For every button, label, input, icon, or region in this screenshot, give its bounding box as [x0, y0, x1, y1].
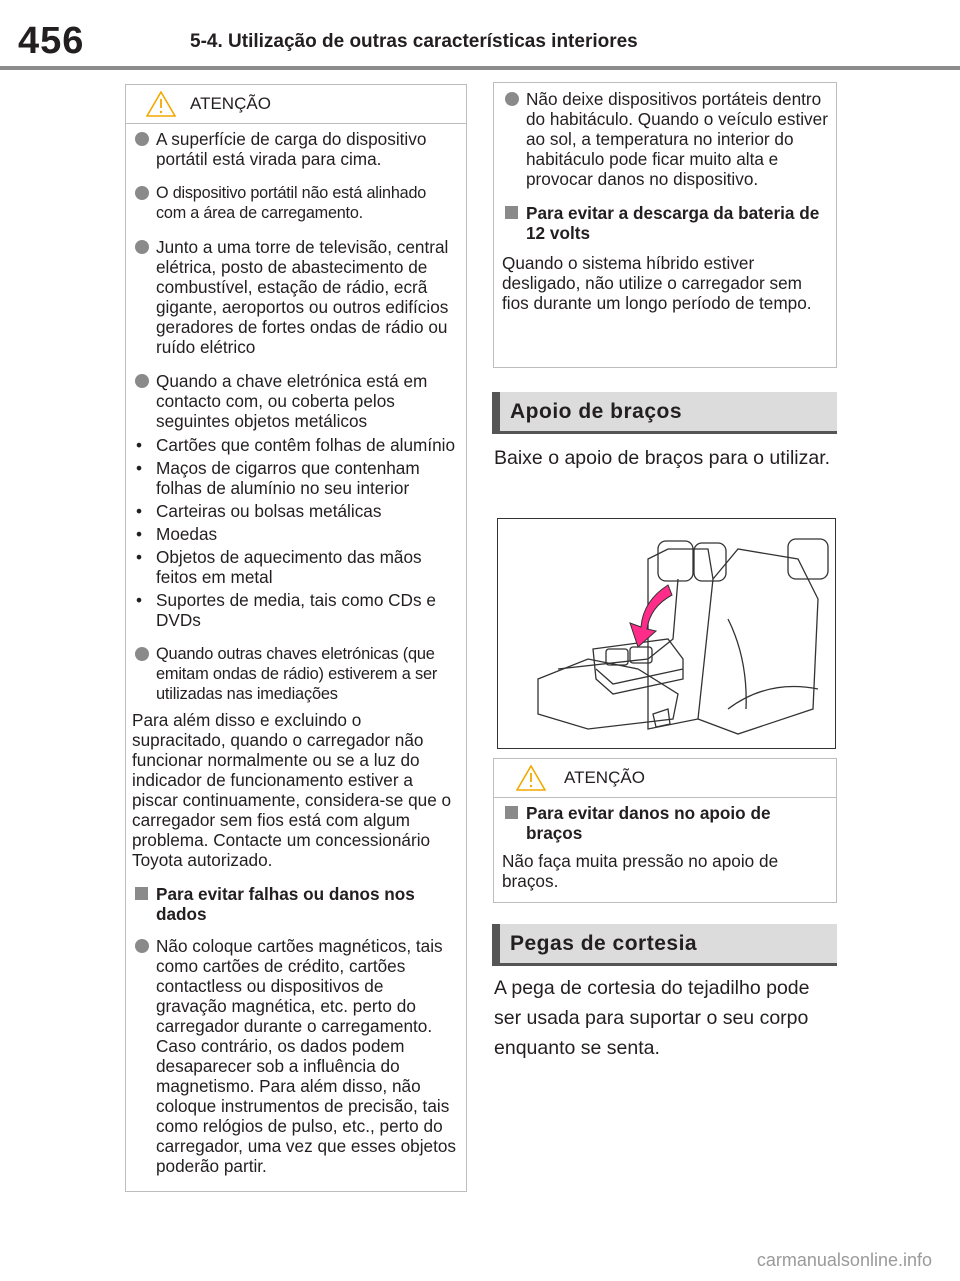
caution-bullet: Junto a uma torre de televisão, central elétrica, posto de abastecimento de combustível, estação de rádio, ecrã gigante, aeroportos ou outros edifícios geradores de fortes ondas de rádio ou ruído elétrico: [132, 237, 458, 357]
bullet-dot-icon: [135, 240, 149, 254]
warning-triangle-icon: [516, 765, 546, 791]
caution-paragraph: Para além disso e excluindo o supracitado, quando o carregador não funcionar normalmente ou se a luz do indicador de funcionamento estiver a piscar continuamente, considera-se que o carregador sem fios está com algum problema. Contacte um concessionário Toyota autorizado.: [132, 710, 452, 870]
armrest-illustration: [497, 518, 836, 749]
rear-seat-armrest-illustration: [498, 519, 835, 748]
square-bullet-icon: [135, 887, 148, 900]
bullet-dot-icon: [135, 132, 149, 146]
armrest-text: Baixe o apoio de braços para o utilizar.: [494, 447, 831, 469]
bullet-dot-icon: [135, 186, 149, 200]
caution-bullet: Quando outras chaves eletrónicas (que emitam ondas de rádio) estiverem a ser utilizadas nas imediações: [132, 644, 458, 704]
caution-subheading: Para evitar a descarga da bateria de 12 volts: [502, 203, 828, 243]
left-caution-box: [125, 84, 467, 1192]
caution-bullet: Quando a chave eletrónica está em contacto com, ou coberta pelos seguintes objetos metálicos: [132, 371, 458, 431]
sub-list-item: • Carteiras ou bolsas metálicas: [136, 501, 382, 521]
caution-subheading: Para evitar danos no apoio de braços: [502, 803, 828, 843]
caution-bullet: O dispositivo portátil não está alinhado com a área de carregamento.: [132, 183, 458, 223]
sub-list-item: • Moedas: [136, 524, 218, 544]
arrow-down-icon: [630, 585, 672, 647]
watermark: carmanualsonline.info: [756, 1250, 932, 1270]
caution-bullet: Não deixe dispositivos portáteis dentro do habitáculo. Quando o veículo estiver ao sol, a temperatura no interior do habitáculo pode ficar muito alta e provocar danos no dispositivo.: [502, 89, 828, 189]
sub-list-item: • Cartões que contêm folhas de alumínio: [136, 435, 456, 455]
caution-header: [126, 85, 466, 124]
armrest-caution-box: [493, 758, 837, 903]
assist-grip-section-title: Pegas de cortesia: [492, 924, 837, 966]
sub-list-item: • Objetos de aquecimento das mãos feitos em metal: [136, 547, 422, 587]
page-number: 456: [18, 20, 85, 62]
caution-label: ATENÇÃO: [564, 768, 645, 787]
bullet-dot-icon: [135, 374, 149, 388]
sub-list-item: • Maços de cigarros que contenham folhas de alumínio no seu interior: [136, 458, 420, 498]
sub-list-item: • Suportes de media, tais como CDs e DVDs: [136, 590, 436, 630]
caution-header: [494, 759, 836, 798]
section-title: 5-4. Utilização de outras características interiores: [190, 31, 638, 52]
bullet-dot-icon: [135, 939, 149, 953]
assist-grip-text: A pega de cortesia do tejadilho pode ser usada para suportar o seu corpo enquanto se senta.: [494, 977, 810, 1059]
bullet-dot-icon: [505, 92, 519, 106]
bullet-dot-icon: [135, 647, 149, 661]
caution-paragraph: Não faça muita pressão no apoio de braços.: [502, 851, 779, 891]
armrest-section-title: Apoio de braços: [492, 392, 837, 434]
caution-label: ATENÇÃO: [190, 94, 271, 113]
page-header: [0, 0, 960, 78]
right-caution-box: [493, 82, 837, 368]
caution-subheading: Para evitar falhas ou danos nos dados: [132, 884, 458, 924]
square-bullet-icon: [505, 806, 518, 819]
caution-bullet: Não coloque cartões magnéticos, tais como cartões de crédito, cartões contactless ou dispositivos de gravação magnética, etc. perto do carregador durante o carregamento. Caso contrário, os dados podem desaparecer sob a influência do magnetismo. Para além disso, não coloque instrumentos de precisão, tais como relógios de pulso, etc., perto do carregador, uma vez que esses objetos poderão partir.: [132, 936, 458, 1176]
caution-paragraph: Quando o sistema híbrido estiver desligado, não utilize o carregador sem fios durante um longo período de tempo.: [502, 253, 812, 313]
square-bullet-icon: [505, 206, 518, 219]
caution-bullet: A superfície de carga do dispositivo portátil está virada para cima.: [132, 129, 458, 169]
header-rule: [0, 66, 960, 70]
warning-triangle-icon: [146, 91, 176, 117]
